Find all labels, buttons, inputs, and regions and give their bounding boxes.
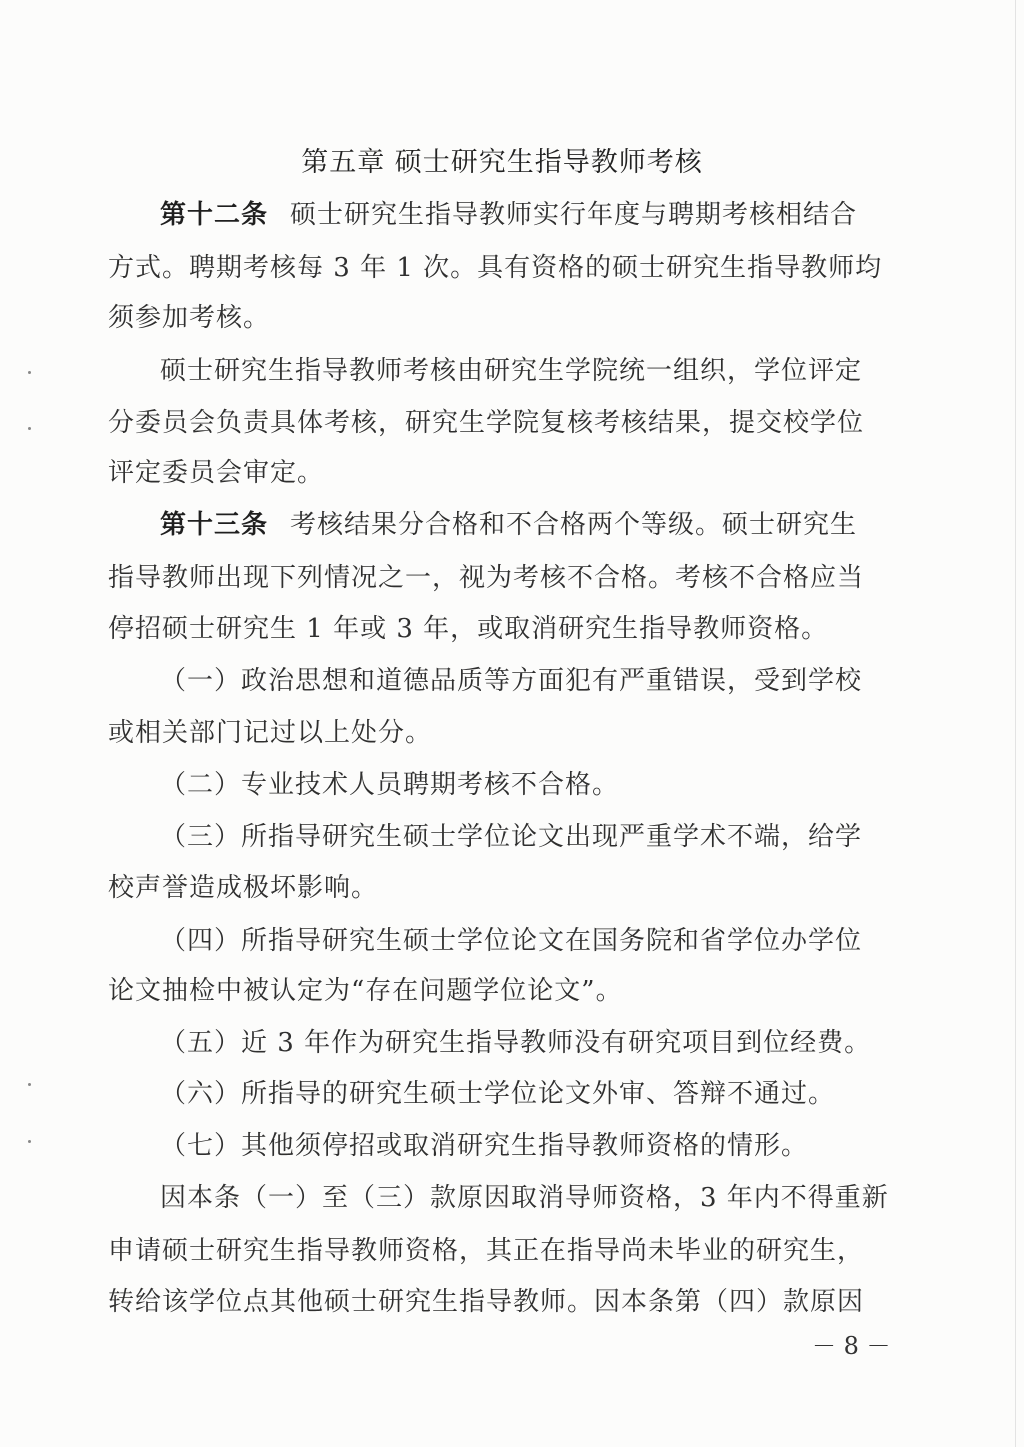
margin-dot xyxy=(28,1140,31,1143)
text-line: 方式。聘期考核每 3 年 1 次。具有资格的硕士研究生指导教师均 xyxy=(108,253,883,283)
text-line: 论文抽检中被认定为“存在问题学位论文”。 xyxy=(108,976,623,1006)
text-line: 考核结果分合格和不合格两个等级。硕士研究生 xyxy=(290,510,858,540)
article-12-line-1 xyxy=(160,199,857,231)
text-line: 分委员会负责具体考核，研究生学院复核考核结果，提交校学位 xyxy=(108,408,865,438)
text-line: 评定委员会审定。 xyxy=(108,458,325,488)
text-line: 硕士研究生指导教师考核由研究生学院统一组织，学位评定 xyxy=(160,356,863,386)
clause-2: （二）专业技术人员聘期考核不合格。 xyxy=(160,770,620,800)
margin-dot xyxy=(28,371,31,374)
article-13-heading: 第十三条 xyxy=(160,510,269,540)
text-line: 或相关部门记过以上处分。 xyxy=(108,718,433,748)
text-line: 申请硕士研究生指导教师资格，其正在指导尚未毕业的研究生， xyxy=(108,1236,865,1266)
text-line: 须参加考核。 xyxy=(108,303,271,333)
article-12-heading: 第十二条 xyxy=(160,200,269,230)
text-line: 校声誉造成极坏影响。 xyxy=(108,873,379,903)
text-line: 停招硕士研究生 1 年或 3 年，或取消研究生指导教师资格。 xyxy=(108,614,829,644)
closing-paragraph-line-1: 因本条（一）至（三）款原因取消导师资格，3 年内不得重新 xyxy=(160,1183,889,1213)
clause-6: （六）所指导的研究生硕士学位论文外审、答辩不通过。 xyxy=(160,1079,836,1109)
clause-3-line-1: （三）所指导研究生硕士学位论文出现严重学术不端，给学 xyxy=(160,822,863,852)
text-line: 硕士研究生指导教师实行年度与聘期考核相结合 xyxy=(290,200,858,230)
clause-1-line-1: （一）政治思想和道德品质等方面犯有严重错误，受到学校 xyxy=(160,666,863,696)
article-13-line-1 xyxy=(160,509,857,541)
clause-4-line-1: （四）所指导研究生硕士学位论文在国务院和省学位办学位 xyxy=(160,926,863,956)
clause-5: （五）近 3 年作为研究生指导教师没有研究项目到位经费。 xyxy=(160,1028,872,1058)
margin-dot xyxy=(28,1083,31,1086)
scan-edge-line xyxy=(1015,0,1016,1447)
text-line: 转给该学位点其他硕士研究生指导教师。因本条第（四）款原因 xyxy=(108,1287,865,1317)
margin-dot xyxy=(28,427,31,430)
page-number: － 8 － xyxy=(812,1332,891,1360)
text-line: 指导教师出现下列情况之一，视为考核不合格。考核不合格应当 xyxy=(108,563,865,593)
chapter-title: 第五章 硕士研究生指导教师考核 xyxy=(301,147,703,178)
clause-7: （七）其他须停招或取消研究生指导教师资格的情形。 xyxy=(160,1131,809,1161)
